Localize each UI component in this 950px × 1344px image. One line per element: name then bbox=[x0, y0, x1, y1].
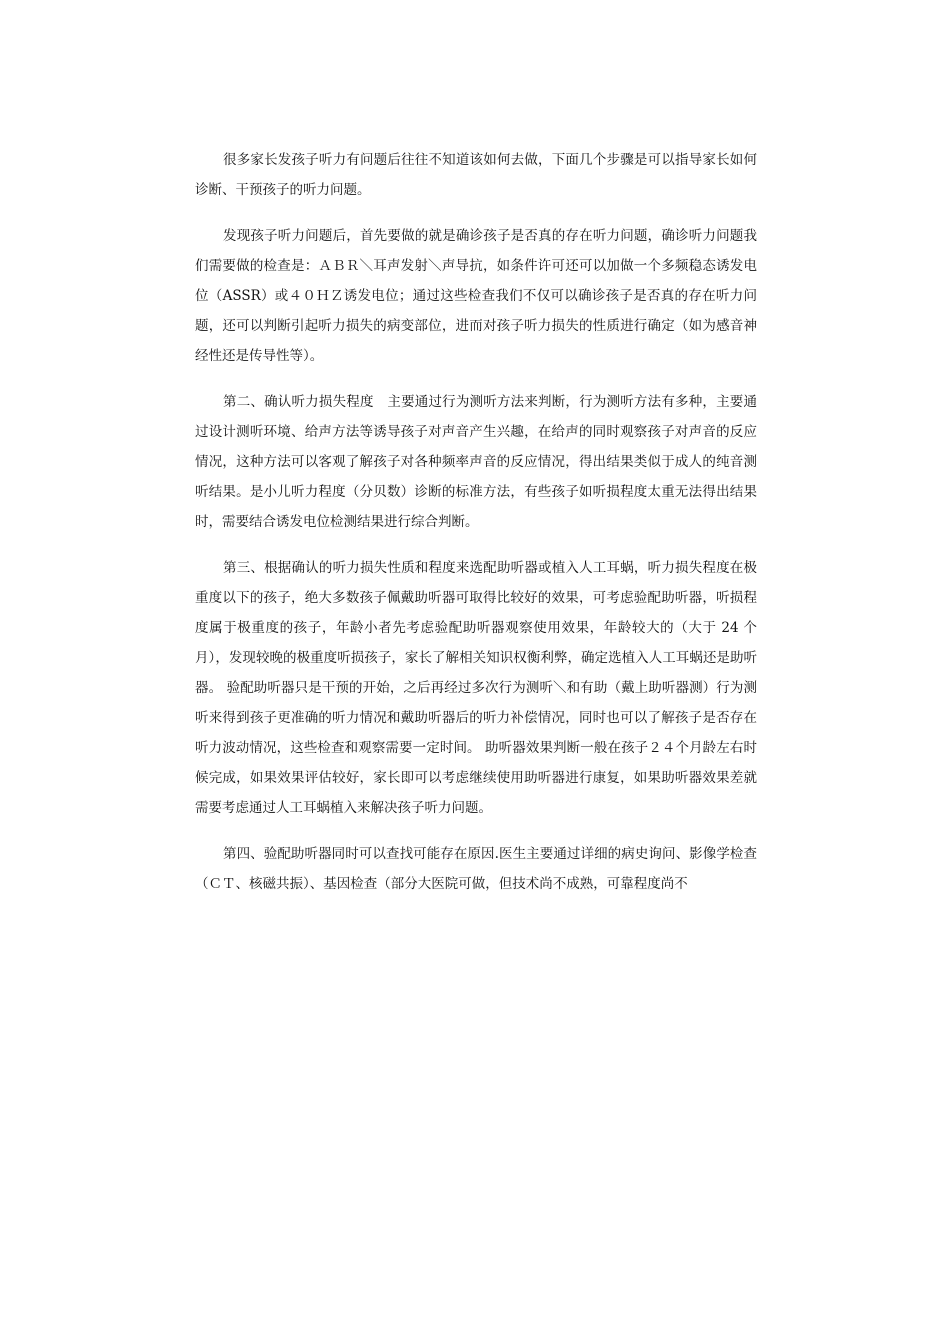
paragraph-step-two: 第二、确认听力损失程度 主要通过行为测听方法来判断，行为测听方法有多种，主要通过设计测听环境、给声方法等诱导孩子对声音产生兴趣，在给声的同时观察孩子对声音的反应情况，这种方法可以客观了解孩子对各种频率声音的反应情况，得出结果类似于成人的纯音测听结果。是小儿听力程度（分贝数）诊断的标准方法，有些孩子如听损程度太重无法得出结果时，需要结合诱发电位检测结果进行综合判断。 bbox=[195, 394, 757, 530]
document-body bbox=[195, 145, 757, 899]
paragraph-intro: 很多家长发孩子听力有问题后往往不知道该如何去做，下面几个步骤是可以指导家长如何诊断、干预孩子的听力问题。 bbox=[195, 152, 757, 198]
paragraph-step-four: 第四、验配助听器同时可以查找可能存在原因.医生主要通过详细的病史询问、影像学检查（ＣＴ、核磁共振）、基因检查（部分大医院可做，但技术尚不成熟，可靠程度尚不 bbox=[195, 846, 757, 892]
paragraph-step-three: 第三、根据确认的听力损失性质和程度来选配助听器或植入人工耳蜗，听力损失程度在极重度以下的孩子，绝大多数孩子佩戴助听器可取得比较好的效果，可考虑验配助听器，听损程度属于极重度的孩子，年龄小者先考虑验配助听器观察使用效果，年龄较大的（大于 24 个月），发现较晚的极重度听损孩子，家长了解相关知识权衡利弊，确定选植入人工耳蜗还是助听器。 验配助听器只是干预的开始，之后再经过多次行为测听＼和有助（戴上助听器测）行为测听来得到孩子更准确的听力情况和戴助听器后的听力补偿情况，同时也可以了解孩子是否存在听力波动情况，这些检查和观察需要一定时间。 助听器效果判断一般在孩子２４个月龄左右时候完成，如果效果评估较好，家长即可以考虑继续使用助听器进行康复，如果助听器效果差就需要考虑通过人工耳蜗植入来解决孩子听力问题。 bbox=[195, 560, 757, 816]
paragraph-step-one: 发现孩子听力问题后，首先要做的就是确诊孩子是否真的存在听力问题，确诊听力问题我们需要做的检查是：ＡＢＲ＼耳声发射＼声导抗，如条件许可还可以加做一个多频稳态诱发电位（ASSR）或４０ＨＺ诱发电位；通过这些检查我们不仅可以确诊孩子是否真的存在听力问题，还可以判断引起听力损失的病变部位，进而对孩子听力损失的性质进行确定（如为感音神经性还是传导性等）。 bbox=[195, 228, 757, 364]
